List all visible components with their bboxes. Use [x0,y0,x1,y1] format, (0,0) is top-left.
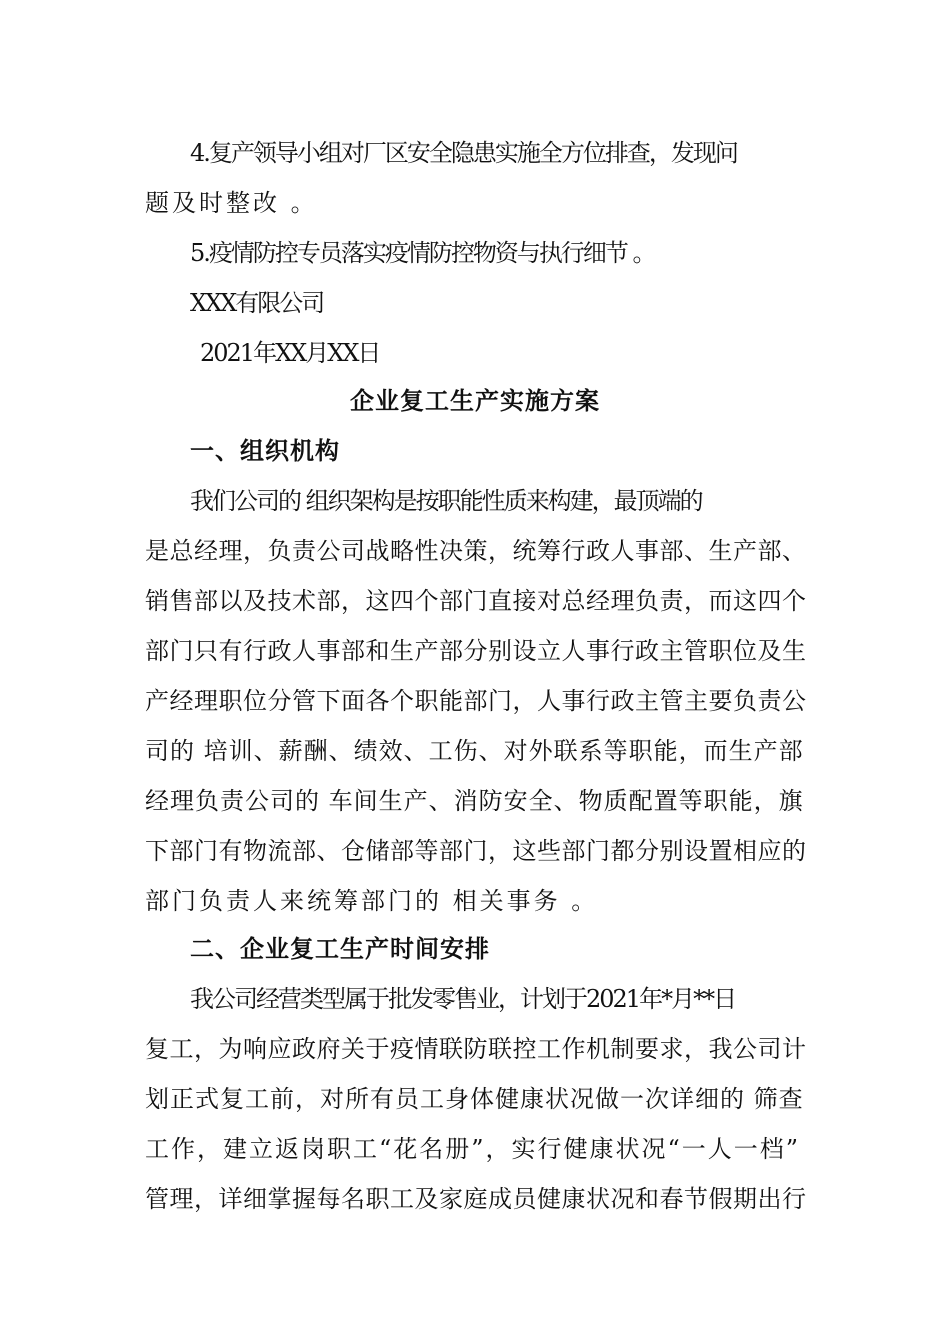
section-1-line: 销售部以及技术部，这四个部门直接对总经理负责，而这四个 [145,587,807,615]
section-2-line: 复工，为响应政府关于疫情联防联控工作机制要求，我公司计 [145,1035,807,1063]
section-1-line: 部门只有行政人事部和生产部分别设立人事行政主管职位及生 [145,637,807,665]
section-2-line: 我公司经营类型属于批发零售业，计划于2021年*月**日 [190,985,736,1013]
section-2-line: 管理，详细掌握每名职工及家庭成员健康状况和春节假期出行 [145,1185,807,1213]
section-1-line: 经理负责公司的 车间生产、消防安全、物质配置等职能，旗 [145,787,804,815]
company-name: XXX有限公司 [190,289,324,317]
section-1-line: 我们公司的 组织架构是按职能性质来构建，最顶端的 [190,487,702,515]
section-2-line: 工作，建立返岗职工“花名册”，实行健康状况“一人一档” [145,1135,801,1163]
section-1-line: 司的 培训、薪酬、绩效、工伤、对外联系等职能，而生产部 [145,737,804,765]
document-date: 2021年XX月XX日 [200,339,380,367]
section-1-line: 部门负责人来统筹部门的 相关事务 。 [145,887,599,915]
section-2-heading: 二、企业复工生产时间安排 [190,935,490,963]
section-1-heading: 一、组织机构 [190,437,340,465]
item-5: 5.疫情防控专员落实疫情防控物资与执行细节 。 [190,239,655,267]
section-1-line: 产经理职位分管下面各个职能部门，人事行政主管主要负责公 [145,687,807,715]
item-4-line-2: 题及时整改 。 [145,189,318,217]
section-1-line: 是总经理，负责公司战略性决策，统筹行政人事部、生产部、 [145,537,807,565]
section-1-line: 下部门有物流部、仓储部等部门，这些部门都分别设置相应的 [145,837,807,865]
item-4-line-1: 4.复产领导小组对厂区安全隐患实施全方位排查，发现问 [190,139,737,167]
document-title: 企业复工生产实施方案 [350,387,600,415]
section-2-line: 划正式复工前，对所有员工身体健康状况做一次详细的 筛查 [145,1085,804,1113]
